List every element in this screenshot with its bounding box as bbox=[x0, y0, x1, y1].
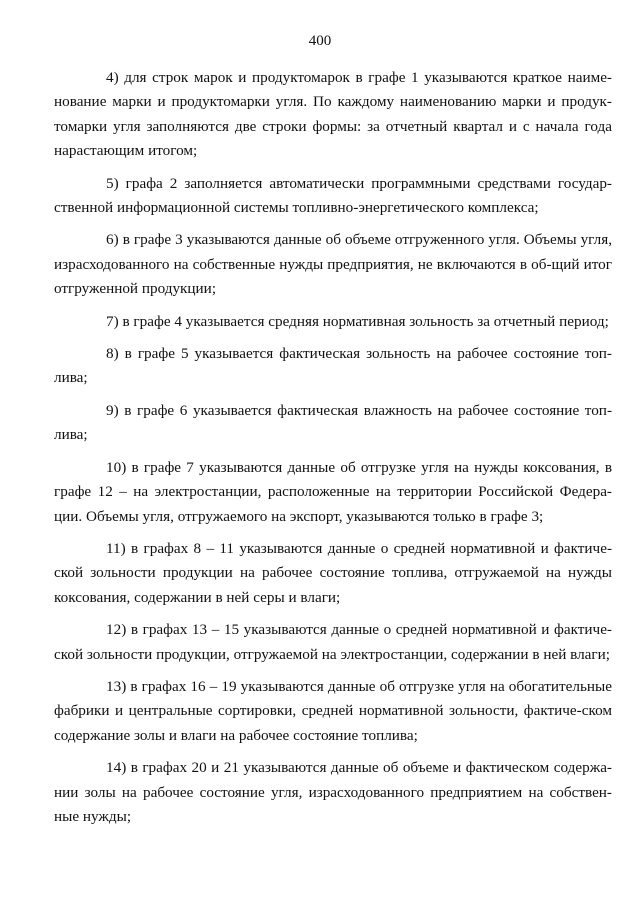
paragraph-item-12: 12) в графах 13 – 15 указываются данные о средней нормативной и фактиче-ской зольности продукции, отгружаемой на электростанции, содержании в ней влаги; bbox=[54, 621, 612, 663]
page-number: 400 bbox=[308, 33, 332, 49]
document-body bbox=[54, 66, 612, 837]
paragraph-item-4: 4) для строк марок и продуктомарок в графе 1 указываются краткое наиме-нование марки и продуктомарки угля. По каждому наименованию марки и продук-томарки угля заполняются две строки формы: за отчетный квартал и с начала года нарастающим итогом; bbox=[54, 69, 612, 160]
paragraph-item-7: 7) в графе 4 указывается средняя нормативная зольность за отчетный период; bbox=[106, 312, 609, 330]
paragraph-item-6: 6) в графе 3 указываются данные об объеме отгруженного угля. Объемы угля, израсходованного на собственные нужды предприятия, не включаются в об-щий итог отгруженной продукции; bbox=[54, 231, 612, 298]
paragraph-item-13: 13) в графах 16 – 19 указываются данные об отгрузке угля на обогатительные фабрики и центральные сортировки, средней нормативной зольности, фактиче-ском содержание золы и влаги на рабочее состояние топлива; bbox=[54, 677, 612, 744]
paragraph-item-8: 8) в графе 5 указывается фактическая зольность на рабочее состояние топ-лива; bbox=[54, 345, 612, 387]
paragraph-item-10: 10) в графе 7 указываются данные об отгрузке угля на нужды коксования, в графе 12 – на электростанции, расположенные на территории Российской Федера-ции. Объемы угля, отгружаемого на экспорт, указываются только в графе 3; bbox=[54, 458, 612, 525]
paragraph-item-11: 11) в графах 8 – 11 указываются данные о средней нормативной и фактиче-ской зольности продукции на рабочее состояние топлива, отгружаемой на нужды коксования, содержании в ней серы и влаги; bbox=[54, 539, 612, 606]
paragraph-item-14: 14) в графах 20 и 21 указываются данные об объеме и фактическом содержа-нии золы на рабочее состояние угля, израсходованного предприятием на собствен-ные нужды; bbox=[54, 759, 612, 825]
paragraph-item-9: 9) в графе 6 указывается фактическая влажность на рабочее состояние топ-лива; bbox=[54, 401, 612, 444]
paragraph-item-5: 5) графа 2 заполняется автоматически программными средствами государ-ственной информационной системы топливно-энергетического комплекса; bbox=[54, 174, 612, 217]
